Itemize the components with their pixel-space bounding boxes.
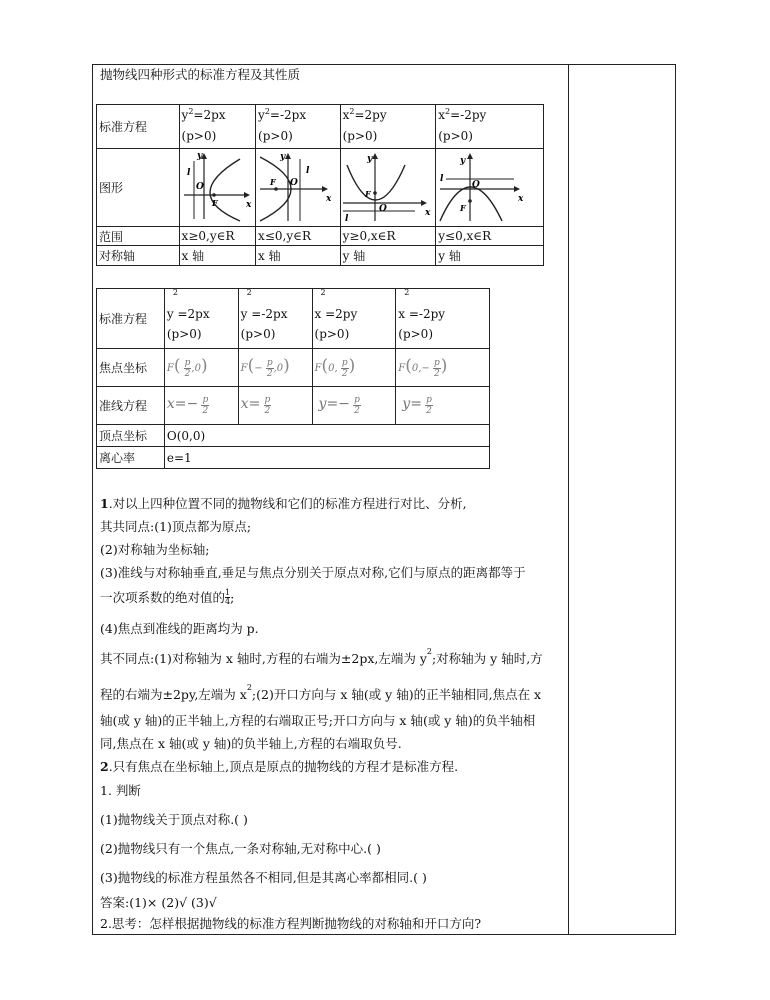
focus-cell: F(0, $\frac{p}{2}$ ) <box>312 349 396 387</box>
differences-line-1: 其不同点:(1)对称轴为 x 轴时,方程的右端为±2px,左端为 $y^2$;对称轴为 y 轴时,方 <box>100 647 543 666</box>
axis-cell: x 轴 <box>179 246 256 266</box>
graph-cell <box>179 149 256 227</box>
row-header: 离心率 <box>97 447 165 469</box>
directrix-cell: x= $\frac{p}{2}$ <box>238 387 312 425</box>
common-points-2: (2)对称轴为坐标轴; <box>100 542 210 557</box>
y-axis-label: y <box>196 151 202 161</box>
range-cell: x≤0,y∈R <box>256 227 341 246</box>
vertex-cell: O(0,0) <box>164 425 489 447</box>
row-header: 标准方程 <box>97 289 165 349</box>
directrix-label: l <box>186 168 190 178</box>
row-header: 对称轴 <box>97 246 180 266</box>
y-axis-label: y <box>280 152 286 162</box>
focus-cell: F(− $\frac{p}{2}$ ,0) <box>238 349 312 387</box>
y-axis-label: y <box>366 154 372 164</box>
directrix-cell: y= $\frac{p}{2}$ <box>396 387 490 425</box>
focus-label: F <box>364 189 371 199</box>
equation-cell: $y^2=2px$ (p>0) <box>179 105 256 149</box>
directrix-cell: y=− $\frac{p}{2}$ <box>312 387 396 425</box>
judge-question-1: (1)抛物线关于顶点对称.( ) <box>100 812 248 827</box>
table1-row-graph <box>97 149 544 227</box>
row-header: 顶点坐标 <box>97 425 165 447</box>
row-header: 焦点坐标 <box>97 349 165 387</box>
equation-cell: $^2$ x =2py (p>0) <box>312 289 396 349</box>
origin-label: O <box>472 180 481 190</box>
row-header: 图形 <box>97 149 180 227</box>
table2-row-vertex <box>97 425 490 447</box>
differences-line-4: 同,焦点在 x 轴(或 y 轴)的负半轴上,方程的右端取负号. <box>100 736 402 751</box>
properties-table-2 <box>96 288 490 469</box>
table2-row-focus <box>97 349 490 387</box>
origin-label: O <box>195 182 204 192</box>
focus-label: F <box>211 198 218 208</box>
table2-row-directrix <box>97 387 490 425</box>
parabola-left-graph <box>256 149 338 223</box>
equation-cell: $x^2=-2py$ (p>0) <box>436 105 544 149</box>
origin-label: O <box>378 204 387 214</box>
note-2: 2.只有焦点在坐标轴上,顶点是原点的抛物线的方程才是标准方程. <box>100 759 459 774</box>
common-points-4: (4)焦点到准线的距离均为 p. <box>100 621 259 636</box>
table2-row-eccentricity <box>97 447 490 469</box>
table1-row-range <box>97 227 544 246</box>
graph-cell <box>256 149 341 227</box>
graph-cell <box>340 149 436 227</box>
x-axis-label: x <box>245 200 251 210</box>
directrix-label: l <box>344 214 349 223</box>
x-axis-label: x <box>326 194 332 204</box>
directrix-label: l <box>306 166 310 176</box>
equation-cell: $y^2=-2px$ (p>0) <box>256 105 341 149</box>
graph-cell <box>436 149 544 227</box>
focus-label: F <box>270 177 276 187</box>
focus-label: F <box>460 203 466 213</box>
differences-line-3: 轴(或 y 轴)的正半轴上,方程的右端取正号;开口方向与 x 轴(或 y 轴)的负半轴相 <box>100 713 536 728</box>
focus-cell: F( $\frac{p}{2}$ ,0) <box>164 349 238 387</box>
range-cell: y≥0,x∈R <box>340 227 436 246</box>
parabola-up-graph <box>341 149 434 223</box>
directrix-label: l <box>440 174 444 184</box>
axis-cell: y 轴 <box>340 246 436 266</box>
eccentricity-cell: e=1 <box>164 447 489 469</box>
origin-label: O <box>290 178 298 188</box>
x-axis-label: x <box>518 194 524 204</box>
table1-row-equation <box>97 105 544 149</box>
row-header: 范围 <box>97 227 180 246</box>
judge-heading: 1. 判断 <box>100 783 141 798</box>
properties-table-1 <box>96 104 544 266</box>
axis-cell: x 轴 <box>256 246 341 266</box>
axis-cell: y 轴 <box>436 246 544 266</box>
equation-cell: $^2$ y =2px (p>0) <box>164 289 238 349</box>
x-axis-label: x <box>424 208 430 218</box>
common-points-3b: 一次项系数的绝对值的 $\frac{1}{4}$ ; <box>100 588 235 606</box>
table1-row-axis <box>97 246 544 266</box>
row-header: 准线方程 <box>97 387 165 425</box>
equation-cell: $^2$ x =-2py (p>0) <box>396 289 490 349</box>
parabola-right-graph <box>180 149 254 223</box>
parabola-down-graph <box>436 149 541 223</box>
range-cell: y≤0,x∈R <box>436 227 544 246</box>
common-points-3a: (3)准线与对称轴垂直,垂足与焦点分别关于原点对称,它们与原点的距离都等于 <box>100 565 526 580</box>
common-points-1: 其共同点:(1)顶点都为原点; <box>100 519 252 534</box>
differences-line-2: 程的右端为±2py,左端为 $x^2;(2)$开口方向与 x 轴(或 y 轴)的正半轴相同,焦点在 x <box>100 683 542 702</box>
equation-cell: $^2$ y =-2px (p>0) <box>238 289 312 349</box>
column-divider <box>568 65 569 934</box>
y-axis-label: y <box>460 156 466 166</box>
table2-row-equation <box>97 289 490 349</box>
judge-question-3: (3)抛物线的标准方程虽然各不相同,但是其离心率都相同.( ) <box>100 870 427 885</box>
directrix-cell: x=− $\frac{p}{2}$ <box>164 387 238 425</box>
judge-answer: 答案:(1)× (2)√ (3)√ <box>100 895 217 910</box>
judge-question-2: (2)抛物线只有一个焦点,一条对称轴,无对称中心.( ) <box>100 841 381 856</box>
focus-cell: F(0,− $\frac{p}{2}$ ) <box>396 349 490 387</box>
section-title: 抛物线四种形式的标准方程及其性质 <box>100 67 301 82</box>
row-header: 标准方程 <box>97 105 180 149</box>
think-question: 2.思考：怎样根据抛物线的标准方程判断抛物线的对称轴和开口方向? <box>100 916 482 931</box>
note-1: 1.对以上四种位置不同的抛物线和它们的标准方程进行对比、分析, <box>100 496 467 511</box>
equation-cell: $x^2=2py$ (p>0) <box>340 105 436 149</box>
range-cell: x≥0,y∈R <box>179 227 256 246</box>
